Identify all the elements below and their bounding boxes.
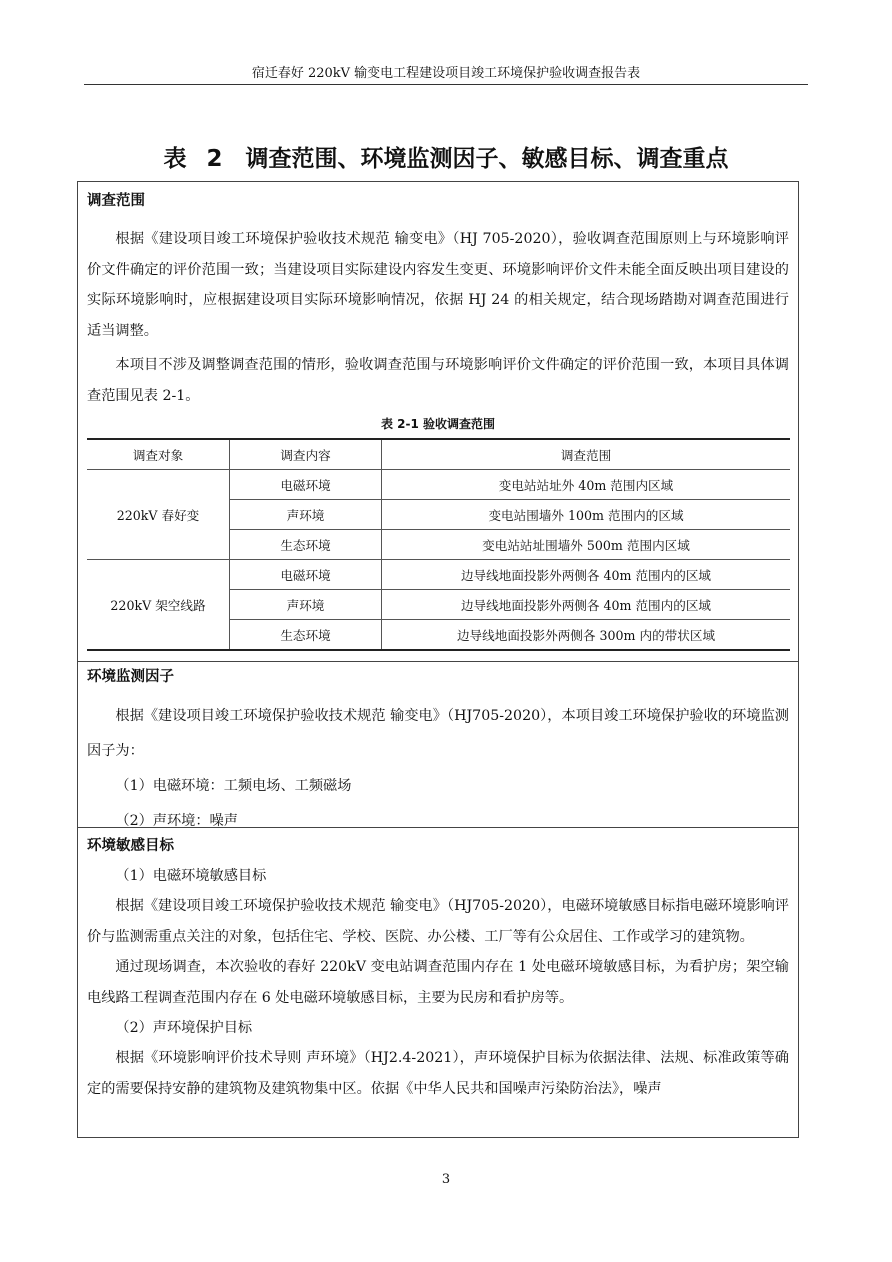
monitoring-item-1: （1）电磁环境：工频电场、工频磁场 [115, 778, 352, 794]
survey-scope-section [78, 182, 798, 661]
monitoring-item-2: （2）声环境：噪声 [115, 813, 238, 829]
table-row [87, 470, 790, 500]
form-table [77, 181, 799, 1138]
object-cell: 220kV 架空线路 [87, 560, 230, 651]
content-cell: 生态环境 [230, 620, 382, 651]
monitoring-factors-section [78, 661, 798, 827]
running-header: 宿迁春好 220kV 输变电工程建设项目竣工环境保护验收调查报告表 [84, 62, 808, 85]
sensitive-para-3: 根据《环境影响评价技术导则 声环境》（HJ2.4-2021），声环境保护目标为依据法律、法规、标准政策等确定的需要保持安静的建筑物及建筑物集中区。依据《中华人民共和国噪声污染防治法》，噪声 [87, 1050, 789, 1097]
scope-cell: 边导线地面投影外两侧各 40m 范围内的区域 [382, 560, 791, 590]
table-header-row [87, 439, 790, 470]
col-header-scope: 调查范围 [382, 439, 791, 470]
survey-scope-para-2: 本项目不涉及调整调查范围的情形，验收调查范围与环境影响评价文件确定的评价范围一致，本项目具体调查范围见表 2-1。 [87, 357, 789, 404]
sensitive-targets-heading: 环境敏感目标 [87, 838, 174, 854]
monitoring-factors-heading: 环境监测因子 [87, 669, 174, 685]
col-header-content: 调查内容 [230, 439, 382, 470]
table-row [87, 560, 790, 590]
scope-cell: 变电站站址外 40m 范围内区域 [382, 470, 791, 500]
scope-cell: 变电站站址围墙外 500m 范围内区域 [382, 530, 791, 560]
sensitive-targets-section [78, 827, 798, 1139]
object-cell: 220kV 春好变 [87, 470, 230, 560]
content-cell: 声环境 [230, 500, 382, 530]
page-number: 3 [441, 1172, 451, 1187]
content-cell: 生态环境 [230, 530, 382, 560]
col-header-object: 调查对象 [87, 439, 230, 470]
page-title: 表 2 调查范围、环境监测因子、敏感目标、调查重点 [163, 146, 729, 172]
sensitive-sub-1: （1）电磁环境敏感目标 [115, 868, 267, 884]
content-cell: 电磁环境 [230, 470, 382, 500]
sensitive-para-1: 根据《建设项目竣工环境保护验收技术规范 输变电》（HJ705-2020），电磁环境敏感目标指电磁环境影响评价与监测需重点关注的对象，包括住宅、学校、医院、办公楼、工厂等有公众居住、工作或学习的建筑物。 [87, 898, 789, 945]
survey-scope-heading: 调查范围 [87, 193, 145, 209]
table-caption: 表 2-1 验收调查范围 [380, 417, 496, 431]
sensitive-para-2: 通过现场调查，本次验收的春好 220kV 变电站调查范围内存在 1 处电磁环境敏感目标，为看护房；架空输电线路工程调查范围内存在 6 处电磁环境敏感目标，主要为民房和看护房等。 [87, 959, 789, 1006]
survey-scope-table [87, 438, 790, 651]
survey-scope-para-1: 根据《建设项目竣工环境保护验收技术规范 输变电》（HJ 705-2020），验收调查范围原则上与环境影响评价文件确定的评价范围一致；当建设项目实际建设内容发生变更、环境影响评价文件未能全面反映出项目建设的实际环境影响时，应根据建设项目实际环境影响情况，依据 HJ 24 的相关规定，结合现场踏勘对调查范围进行适当调整。 [87, 231, 789, 339]
monitoring-factors-para: 根据《建设项目竣工环境保护验收技术规范 输变电》（HJ705-2020），本项目竣工环境保护验收的环境监测因子为： [87, 708, 789, 759]
scope-cell: 变电站围墙外 100m 范围内的区域 [382, 500, 791, 530]
sensitive-sub-2: （2）声环境保护目标 [115, 1020, 253, 1036]
scope-cell: 边导线地面投影外两侧各 40m 范围内的区域 [382, 590, 791, 620]
scope-cell: 边导线地面投影外两侧各 300m 内的带状区域 [382, 620, 791, 651]
content-cell: 声环境 [230, 590, 382, 620]
content-cell: 电磁环境 [230, 560, 382, 590]
